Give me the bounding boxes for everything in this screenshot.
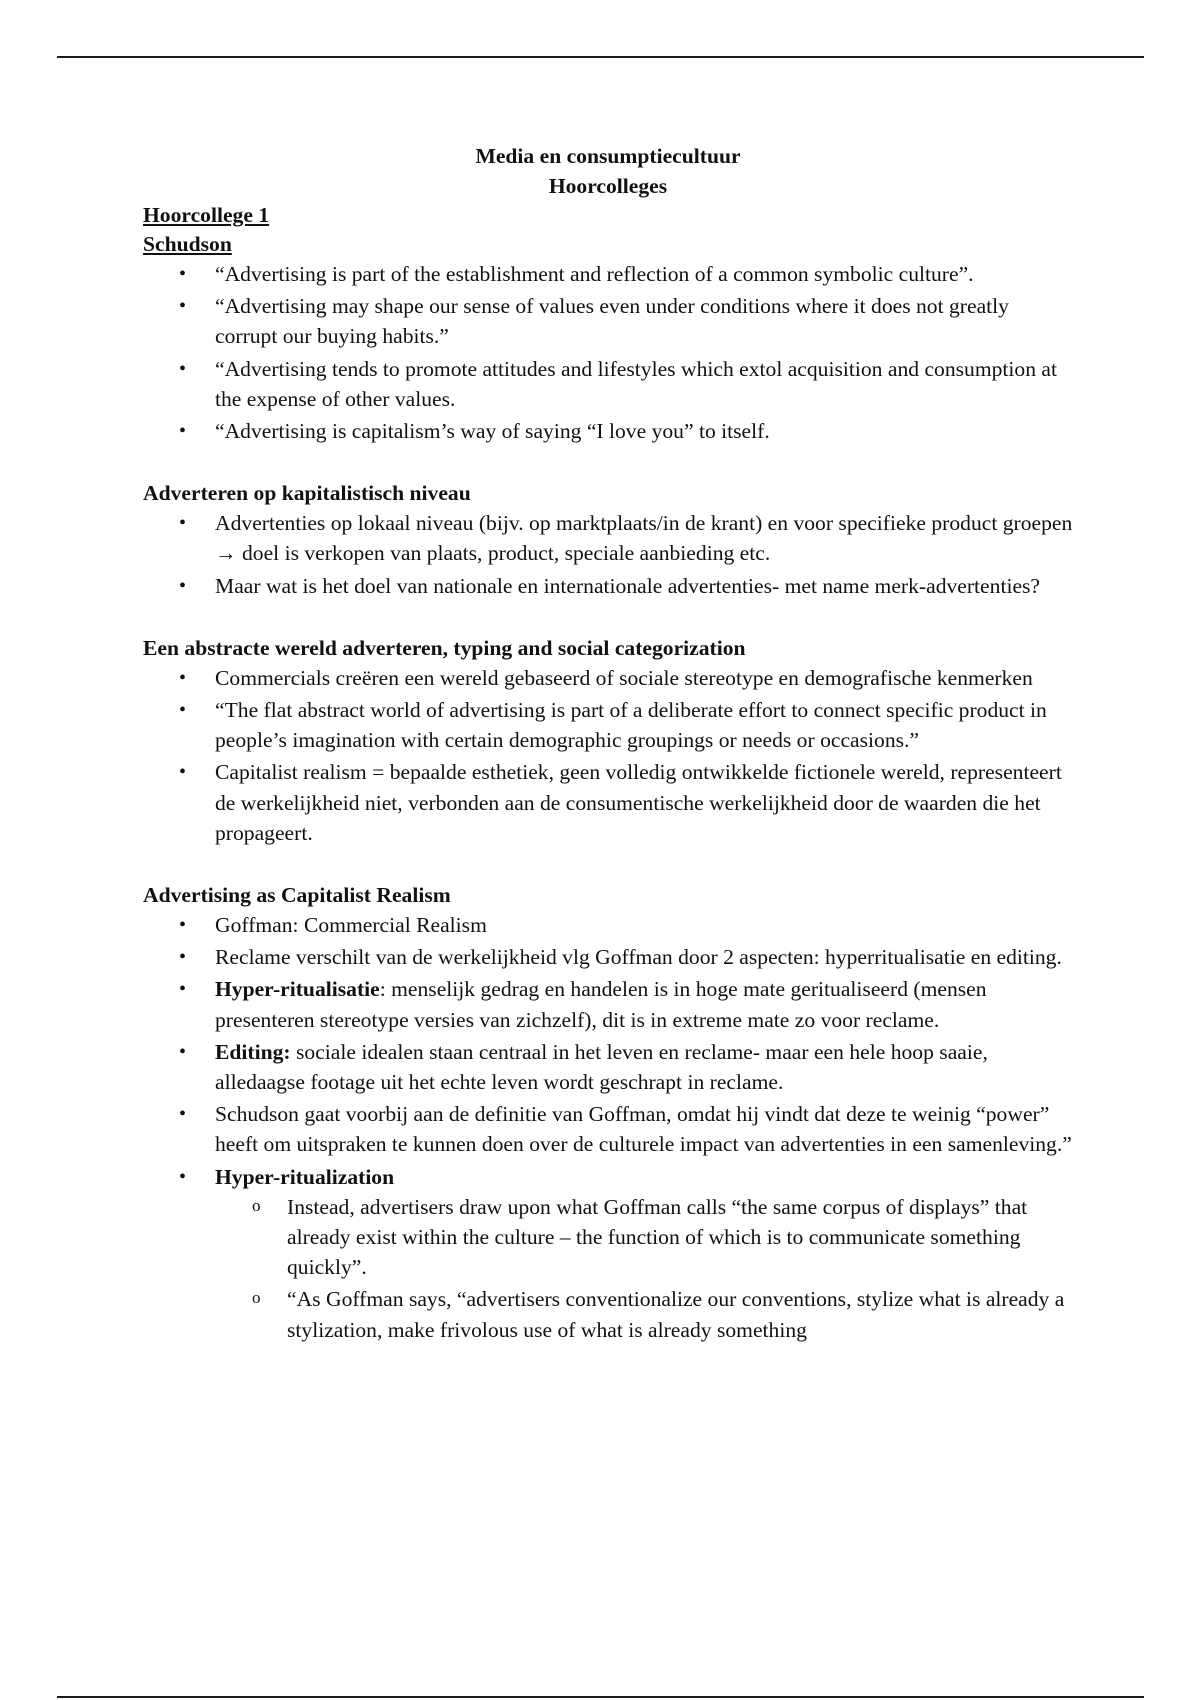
term-editing: Editing: xyxy=(215,1039,291,1064)
document-page xyxy=(143,141,1073,1347)
list-item: • Reclame verschilt van de werkelijkheid vlg Goffman door 2 aspecten: hyperritualisatie en editing. xyxy=(143,942,1073,972)
realism-list xyxy=(143,910,1073,1345)
section-heading-kapitalistisch: Adverteren op kapitalistisch niveau xyxy=(143,481,471,506)
section-heading-realism: Advertising as Capitalist Realism xyxy=(143,883,451,908)
document-subtitle: Hoorcolleges xyxy=(548,174,668,198)
list-item: • Goffman: Commercial Realism xyxy=(143,910,1073,940)
section-heading-abstract: Een abstracte wereld adverteren, typing and social categorization xyxy=(143,635,746,660)
list-item: • Commercials creëren een wereld gebaseerd of sociale stereotype en demografische kenmerken xyxy=(143,663,1073,693)
sub-list-item: o Instead, advertisers draw upon what Goffman calls “the same corpus of displays” that already exist within the culture – the function of which is to communicate something quickly”. xyxy=(215,1192,1073,1283)
lecture-heading: Hoorcollege 1 xyxy=(143,203,270,227)
list-item xyxy=(143,974,1073,1034)
schudson-quote-list xyxy=(143,259,1073,446)
hyper-ritualization-sublist xyxy=(215,1192,1073,1345)
document-title: Media en consumptiecultuur xyxy=(475,144,741,168)
term-hyper-ritualization: Hyper-ritualization xyxy=(215,1164,395,1189)
sub-list-item: o “As Goffman says, “advertisers conventionalize our conventions, stylize what is already a stylization, make frivolous use of what is already something xyxy=(215,1284,1073,1344)
list-item: • Maar wat is het doel van nationale en internationale advertenties- met name merk-advertenties? xyxy=(143,571,1073,601)
list-item xyxy=(143,1162,1073,1345)
list-item: • “Advertising is part of the establishment and reflection of a common symbolic culture”. xyxy=(143,259,1073,289)
list-item: • “The flat abstract world of advertising is part of a deliberate effort to connect specific product in people’s imagination with certain demographic groupings or needs or occasions.” xyxy=(143,695,1073,755)
definition-text: : menselijk gedrag en handelen is in hoge mate geritualiseerd (mensen presenteren stereotype versies van zichzelf), dit is in extreme mate zo voor reclame. xyxy=(215,977,987,1032)
list-item: • Capitalist realism = bepaalde esthetiek, geen volledig ontwikkelde fictionele wereld, representeert de werkelijkheid niet, verbonden aan de consumentische werkelijkheid door de waarden die het propageert. xyxy=(143,757,1073,848)
list-item: • “Advertising is capitalism’s way of saying “I love you” to itself. xyxy=(143,416,1073,446)
bottom-rule xyxy=(57,1696,1144,1698)
kapitalistisch-list xyxy=(143,508,1073,601)
list-item: • “Advertising may shape our sense of values even under conditions where it does not greatly corrupt our buying habits.” xyxy=(143,291,1073,351)
list-item: • Advertenties op lokaal niveau (bijv. op marktplaats/in de krant) en voor specifieke product groepen → doel is verkopen van plaats, product, speciale aanbieding etc. xyxy=(143,508,1073,568)
author-heading: Schudson xyxy=(143,232,232,256)
definition-text: sociale idealen staan centraal in het leven en reclame- maar een hele hoop saaie, alledaagse footage uit het echte leven wordt geschrapt in reclame. xyxy=(215,1039,988,1095)
list-item xyxy=(143,1037,1073,1097)
list-item: • Schudson gaat voorbij aan de definitie van Goffman, omdat hij vindt dat deze te weinig “power” heeft om uitspraken te kunnen doen over de culturele impact van advertenties in een samenleving.” xyxy=(143,1099,1073,1159)
term-hyper-ritualisatie: Hyper-ritualisatie xyxy=(215,977,380,1002)
top-rule xyxy=(57,56,1144,58)
list-item: • “Advertising tends to promote attitudes and lifestyles which extol acquisition and consumption at the expense of other values. xyxy=(143,354,1073,414)
abstract-list xyxy=(143,663,1073,848)
